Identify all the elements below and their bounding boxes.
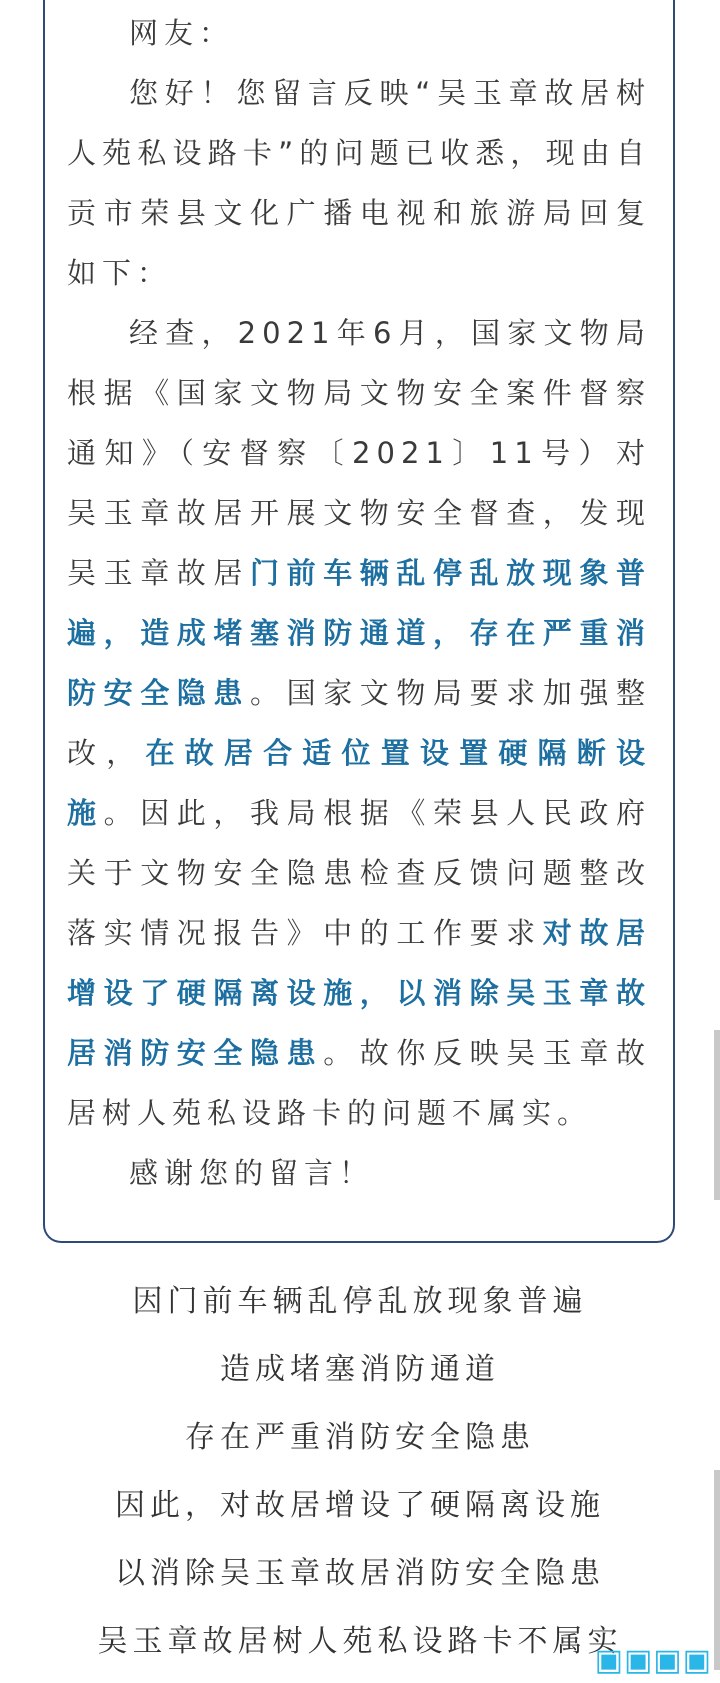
summary-line: 以消除吴玉章故居消防安全隐患 [115,1556,605,1591]
letter-paragraph-intro: 您好！您留言反映“吴玉章故居树人苑私设路卡”的问题已收悉，现由自贡市荣县文化广播电视和旅游局回复如下： [67,76,651,290]
watermark-logo: ▣▣▣▣ [594,1643,712,1678]
body-text: 。故你反映吴玉章故居树人苑私设路卡的问题不属实。 [67,1036,651,1130]
letter-greeting: 网友： [129,16,235,50]
summary-line: 存在严重消防安全隐患 [185,1420,535,1455]
summary-lines [0,1268,720,1676]
highlight-text: 对故居增设了硬隔离设施，以消除吴玉章故居消防安全隐患 [67,916,651,1070]
body-text: 。因此，我局根据《荣县人民政府关于文物安全隐患检查反馈问题整改落实情况报告》中的工作要求 [67,796,651,950]
reply-letter [67,3,651,1203]
summary-line: 因门前车辆乱停乱放现象普遍 [132,1284,588,1319]
scrollbar-thumb[interactable] [714,1470,720,1670]
body-text: 经查，2021年6月，国家文物局根据《国家文物局文物安全案件督察通知》（安督察〔2021〕11号）对吴玉章故居开展文物安全督查，发现吴玉章故居 [67,316,651,590]
summary-line: 造成堵塞消防通道 [220,1352,500,1387]
letter-paragraph-body [67,303,651,1143]
body-text: 。国家文物局要求加强整改， [67,676,651,770]
highlight-text: 门前车辆乱停乱放现象普遍，造成堵塞消防通道，存在严重消防安全隐患 [67,556,651,710]
letter-closing: 感谢您的留言！ [129,1156,375,1190]
highlight-text: 在故居合适位置设置硬隔断设施 [67,736,651,830]
summary-line: 因此，对故居增设了硬隔离设施 [115,1488,605,1523]
summary-line: 吴玉章故居树人苑私设路卡不属实 [97,1624,623,1659]
scrollbar-thumb[interactable] [714,1030,720,1200]
